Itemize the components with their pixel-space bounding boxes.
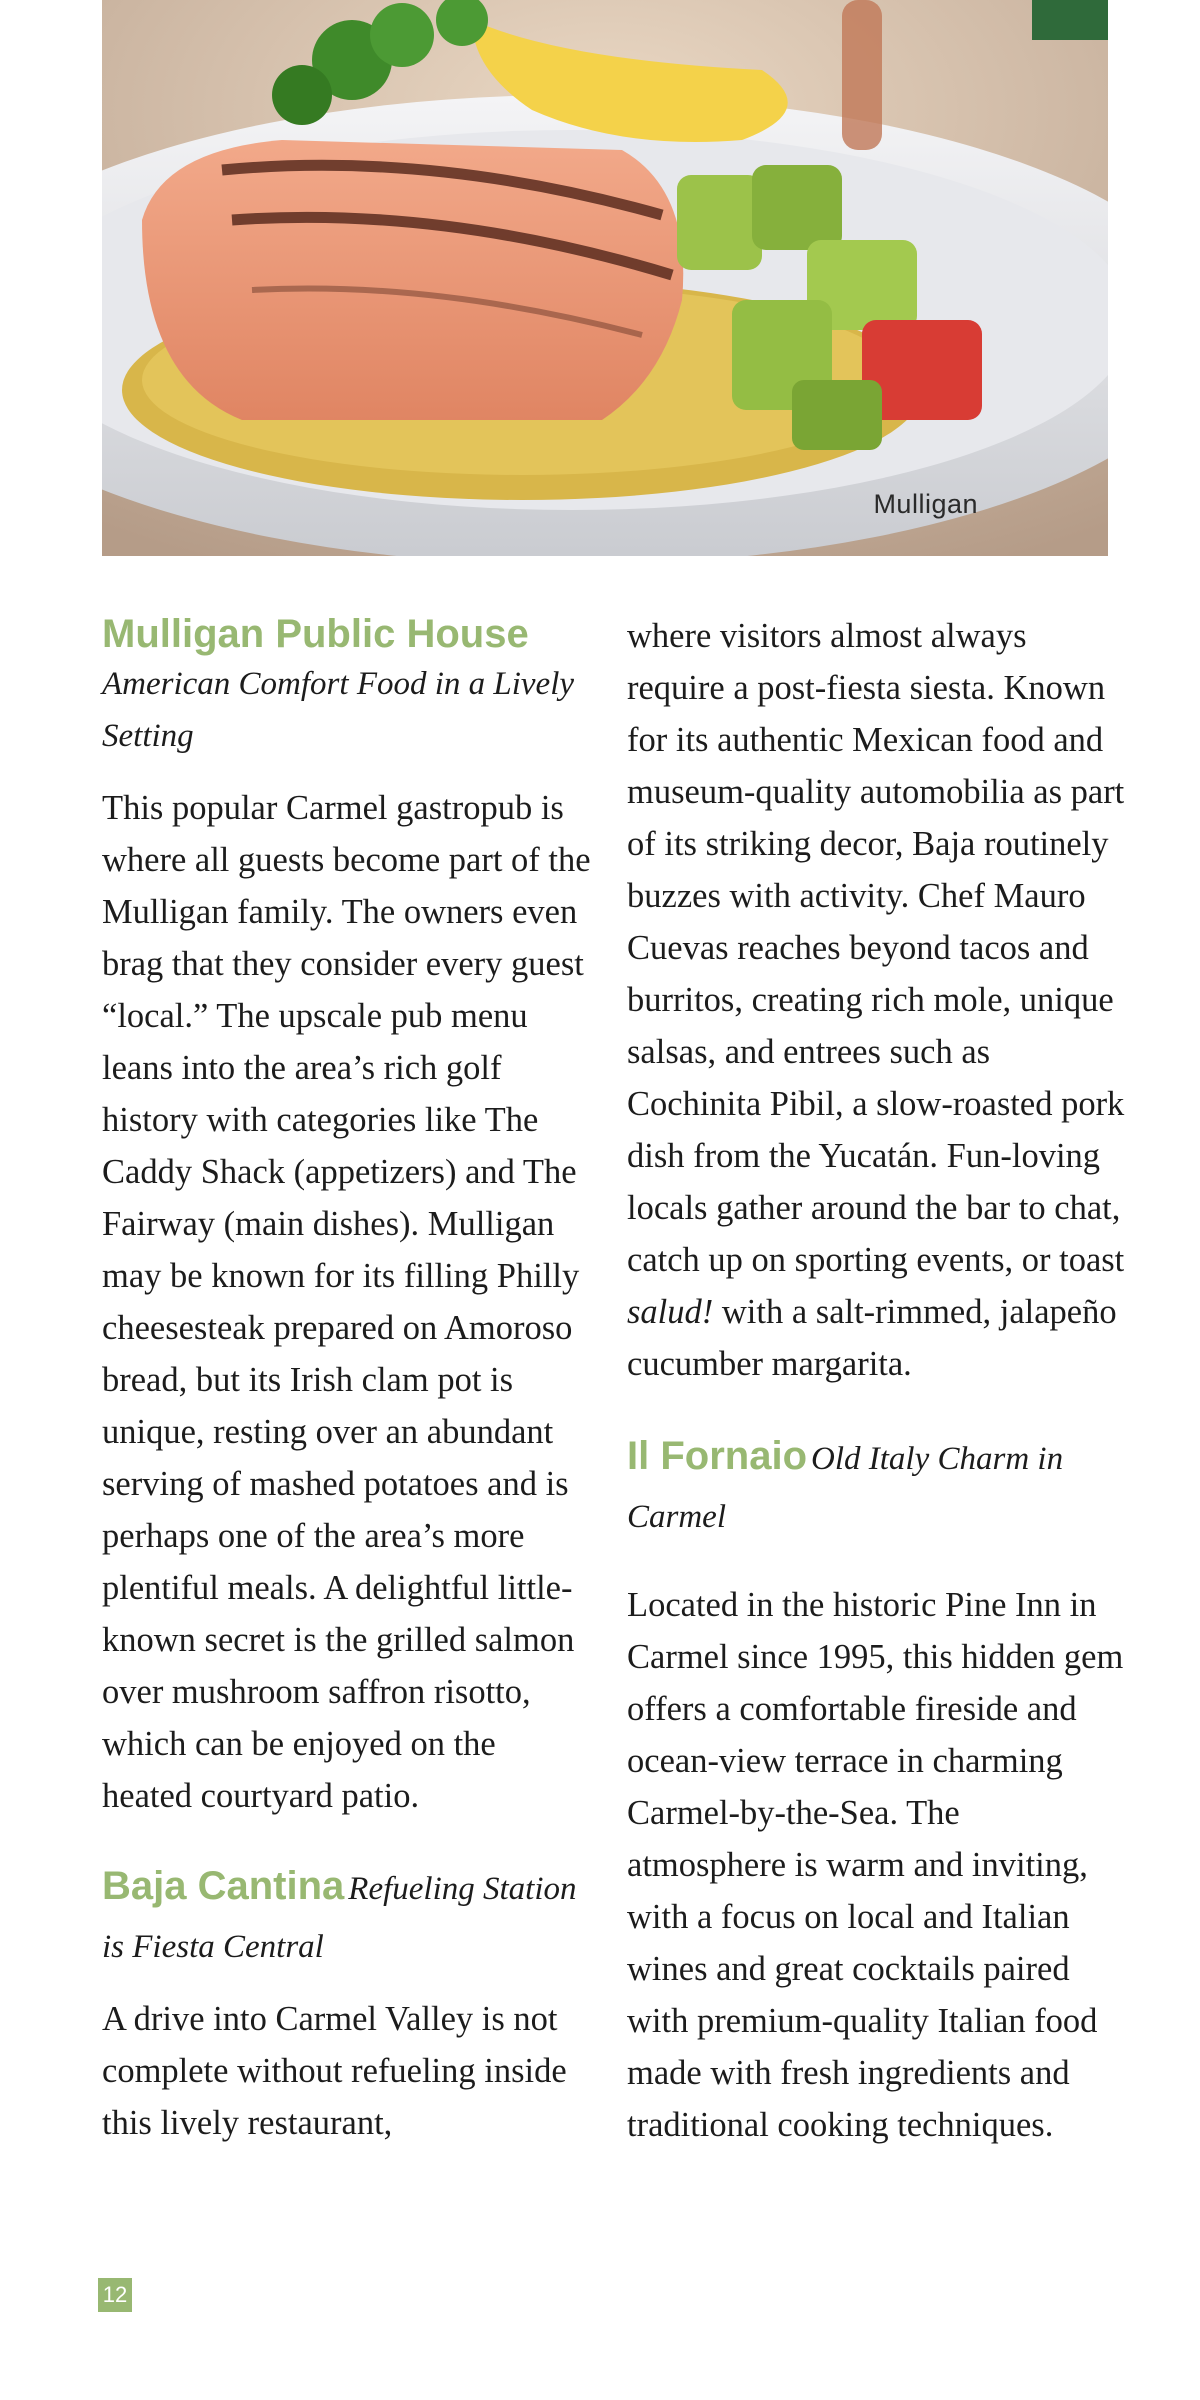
baja-body-part2-pre: where visitors almost always require a post-fiesta siesta. Known for its authentic Mexican food and museum-quality automobilia as part of its striking decor, Baja routinely buzzes with activity. Chef Mauro Cuevas reaches beyond tacos and burritos, creating rich mole, unique salsas, and entrees such as Cochinita Pibil, a slow-roasted pork dish from the Yucatán. Fun-loving locals gather around the bar to chat, catch up on sporting events, or toast <box>627 617 1125 1279</box>
baja-body-part2 <box>627 610 1127 1390</box>
baja-body-emphasis: salud! <box>627 1293 714 1331</box>
baja-tagline: Refueling Station is Fiesta Central <box>102 1871 577 1965</box>
il-fornaio-heading-block <box>627 1432 1127 1549</box>
mulligan-heading: Mulligan Public House <box>102 612 529 656</box>
baja-heading-block <box>102 1862 592 1979</box>
photo-credit: Mulligan <box>873 489 978 519</box>
il-fornaio-body: Located in the historic Pine Inn in Carmel since 1995, this hidden gem offers a comfortable fireside and ocean-view terrace in charming Carmel-by-the-Sea. The atmosphere is warm and inviting, with a focus on local and Italian wines and great cocktails paired with premium-quality Italian food made with fresh ingredients and traditional cooking techniques. <box>627 1586 1124 2144</box>
page-number: 12 <box>98 2278 132 2312</box>
mulligan-tagline: American Comfort Food in a Lively Setting <box>102 666 575 754</box>
baja-body-part2-post: with a salt-rimmed, jalapeño cucumber margarita. <box>627 1293 1117 1383</box>
baja-heading: Baja Cantina <box>102 1864 345 1908</box>
food-illustration <box>102 0 1108 556</box>
baja-body-part1: A drive into Carmel Valley is not complete without refueling inside this lively restaurant, <box>102 2000 567 2142</box>
salmon-dish-photo <box>102 0 1108 556</box>
right-column <box>627 610 1127 2193</box>
il-fornaio-tagline: Old Italy Charm in Carmel <box>627 1441 1064 1535</box>
baja-section <box>102 1862 592 2149</box>
il-fornaio-heading: Il Fornaio <box>627 1434 807 1478</box>
mulligan-body: This popular Carmel gastropub is where all guests become part of the Mulligan family. The owners even brag that they consider every guest “local.” The upscale pub menu leans into the area’s rich golf history with categories like The Caddy Shack (appetizers) and The Fairway (main dishes). Mulligan may be known for its filling Philly cheesesteak prepared on Amoroso bread, but its Irish clam pot is unique, resting over an abundant serving of mashed potatoes and is perhaps one of the area’s more plentiful meals. A delightful little-known secret is the grilled salmon over mushroom saffron risotto, which can be enjoyed on the heated courtyard patio. <box>102 789 591 1815</box>
mulligan-section <box>102 610 592 1822</box>
il-fornaio-section <box>627 1432 1127 2151</box>
left-column <box>102 610 592 2189</box>
